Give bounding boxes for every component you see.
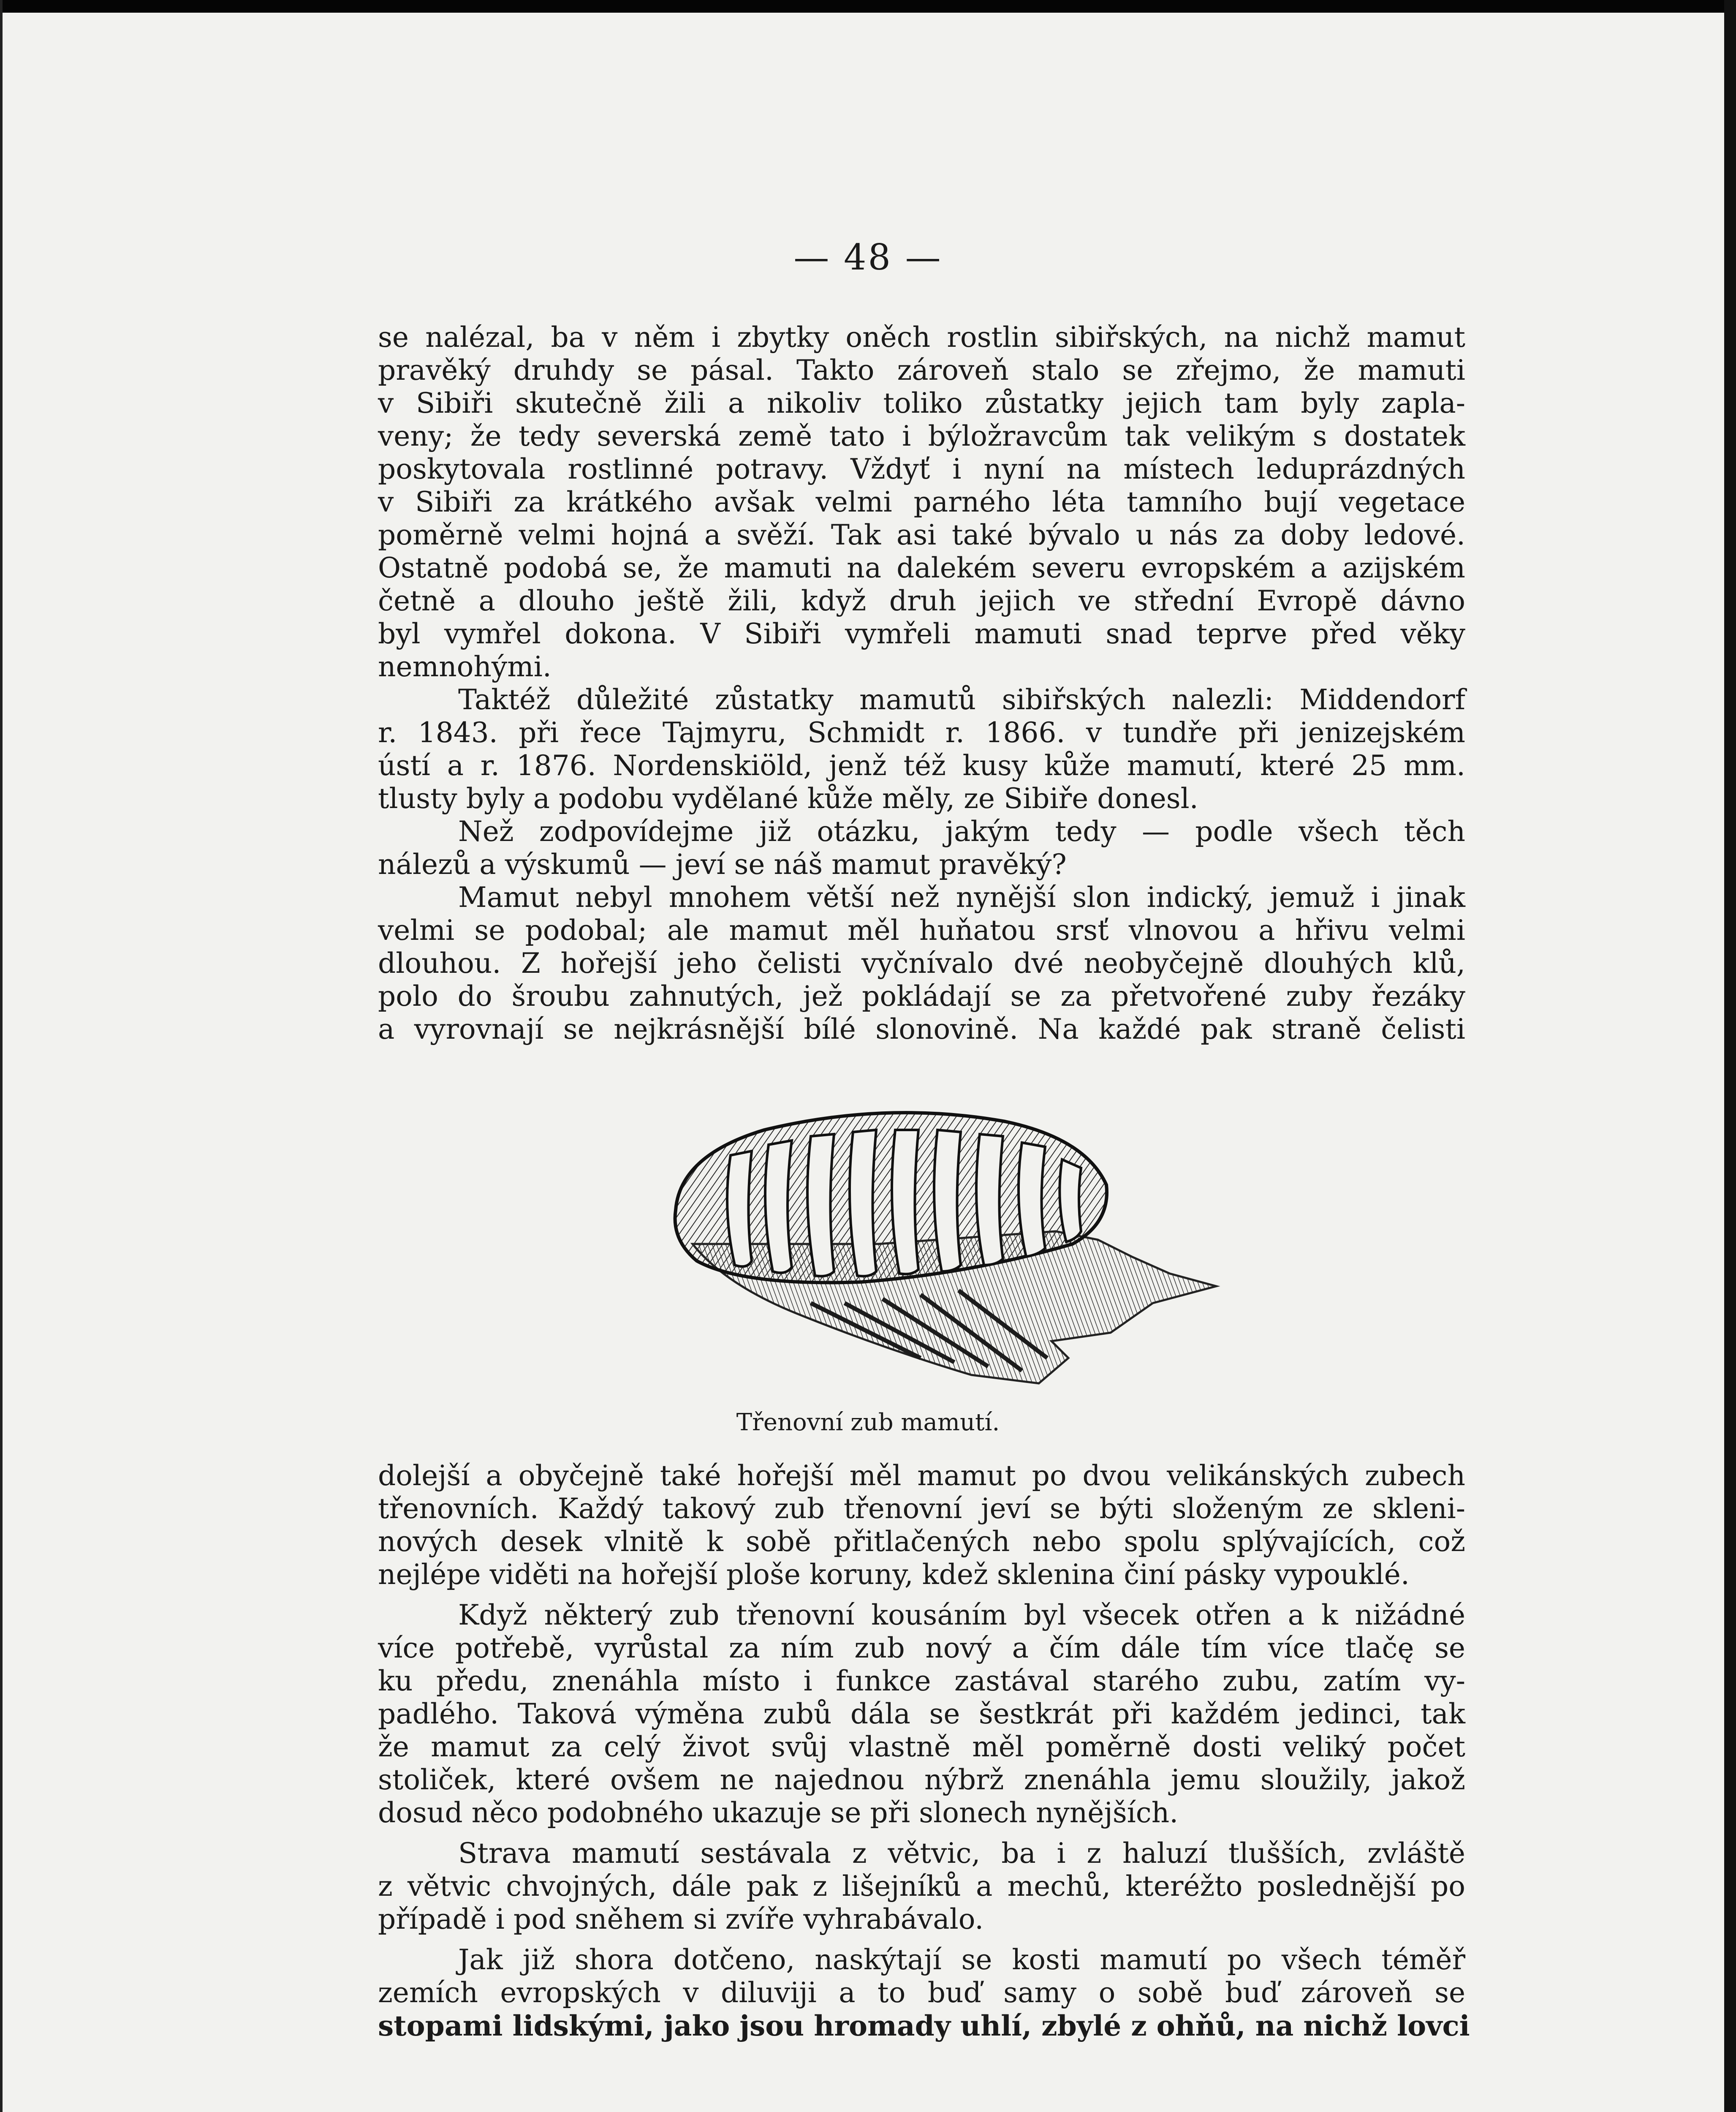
text-line: v Sibiři skutečně žili a nikoliv toliko zůstatky jejich tam byly zapla-: [378, 387, 1465, 419]
text-line: a vyrovnají se nejkrásnější bílé slonovině. Na každé pak straně čelisti: [378, 1013, 1465, 1045]
text-line: Než zodpovídejme již otázku, jakým tedy — podle všech těch: [458, 815, 1465, 848]
text-line: nálezů a výskumů — jeví se náš mamut pravěký?: [378, 848, 1067, 881]
text-line: že mamut za celý život svůj vlastně měl poměrně dosti veliký počet: [378, 1731, 1465, 1763]
text-line: Strava mamutí sestávala z větvic, ba i z haluzí tlušších, zvláště: [458, 1837, 1465, 1870]
mammoth-molar-illustration: [625, 1105, 1225, 1396]
text-line: z větvic chvojných, dále pak z lišejníků a mechů, kteréžto poslednější po: [378, 1870, 1465, 1902]
text-line: nových desek vlnitě k sobě přitlačených nebo spolu splývajících, což: [378, 1525, 1465, 1558]
scan-border-right: [1724, 0, 1736, 2112]
enamel-plates: [727, 1130, 1081, 1276]
text-line: se nalézal, ba v něm i zbytky oněch rostlin sibiřských, na nichž mamut: [378, 321, 1465, 354]
text-line: nejlépe viděti na hořejší ploše koruny, kdež sklenina činí pásky vypouklé.: [378, 1558, 1410, 1591]
text-block-top: [378, 321, 1465, 1046]
text-line: třenovních. Každý takový zub třenovní jeví se býti složeným ze skleni-: [378, 1492, 1465, 1525]
text-line: veny; že tedy severská země tato i býložravcům tak velikým s dostatek: [378, 420, 1465, 452]
page-number: — 48 —: [793, 237, 943, 278]
text-line: tlusty byly a podobu vydělané kůže měly, ze Sibiře donesl.: [378, 782, 1198, 815]
text-line: ústí a r. 1876. Nordenskiöld, jenž též kusy kůže mamutí, které 25 mm.: [378, 749, 1465, 782]
text-line: stoliček, které ovšem ne najednou nýbrž znenáhla jemu sloužily, jakož: [378, 1764, 1465, 1796]
text-line: stopami lidskými, jako jsou hromady uhlí, zbylé z ohňů, na nichž lovci: [378, 2009, 1470, 2042]
text-line: Mamut nebyl mnohem větší než nynější slon indický, jemuž i jinak: [458, 881, 1465, 914]
text-line: případě i pod sněhem si zvíře vyhrabávalo.: [378, 1903, 984, 1935]
text-line: Taktéž důležité zůstatky mamutů sibiřských nalezli: Middendorf: [458, 683, 1465, 716]
text-line: zemích evropských v diluviji a to buď samy o sobě buď zároveň se: [378, 1976, 1465, 2009]
text-line: byl vymřel dokona. V Sibiři vymřeli mamuti snad teprve před věky: [378, 618, 1465, 650]
text-line: dosud něco podobného ukazuje se při slonech nynějších.: [378, 1796, 1179, 1829]
text-line: poskytovala rostlinné potravy. Vždyť i nyní na místech leduprázdných: [378, 453, 1465, 485]
text-line: v Sibiři za krátkého avšak velmi parného léta tamního bují vegetace: [378, 486, 1465, 518]
scan-border-top: [0, 0, 1736, 13]
text-line: Když některý zub třenovní kousáním byl všecek otřen a k nižádné: [458, 1599, 1465, 1631]
text-line: dolejší a obyčejně také hořejší měl mamut po dvou velikánských zubech: [378, 1459, 1465, 1492]
figure-caption: Třenovní zub mamutí.: [736, 1409, 1000, 1436]
text-line: velmi se podobal; ale mamut měl huňatou srsť vlnovou a hřivu velmi: [378, 914, 1465, 947]
text-line: nemnohými.: [378, 650, 551, 683]
text-line: pravěký druhdy se pásal. Takto zároveň stalo se zřejmo, že mamuti: [378, 354, 1465, 386]
text-line: četně a dlouho ještě žili, když druh jejich ve střední Evropě dávno: [378, 585, 1465, 617]
text-line: polo do šroubu zahnutých, jež pokládají se za přetvořené zuby řezáky: [378, 980, 1465, 1012]
scan-border-left: [0, 0, 3, 2112]
text-line: více potřebě, vyrůstal za ním zub nový a čím dále tím více tlačę se: [378, 1632, 1465, 1664]
text-line: padlého. Taková výměna zubů dála se šestkrát při každém jedinci, tak: [378, 1698, 1465, 1730]
text-line: ku předu, znenáhla místo i funkce zastával starého zubu, zatím vy-: [378, 1665, 1465, 1697]
text-line: dlouhou. Z hořejší jeho čelisti vyčnívalo dvé neobyčejně dlouhých klů,: [378, 947, 1465, 980]
text-block-bottom: [378, 1459, 1470, 2042]
text-line: r. 1843. při řece Tajmyru, Schmidt r. 1866. v tundře při jenizejském: [378, 716, 1465, 749]
text-line: Jak již shora dotčeno, naskýtají se kosti mamutí po všech téměř: [458, 1943, 1465, 1976]
text-line: Ostatně podobá se, že mamuti na dalekém severu evropském a azijském: [378, 552, 1465, 584]
text-line: poměrně velmi hojná a svěží. Tak asi také bývalo u nás za doby ledové.: [378, 519, 1465, 551]
